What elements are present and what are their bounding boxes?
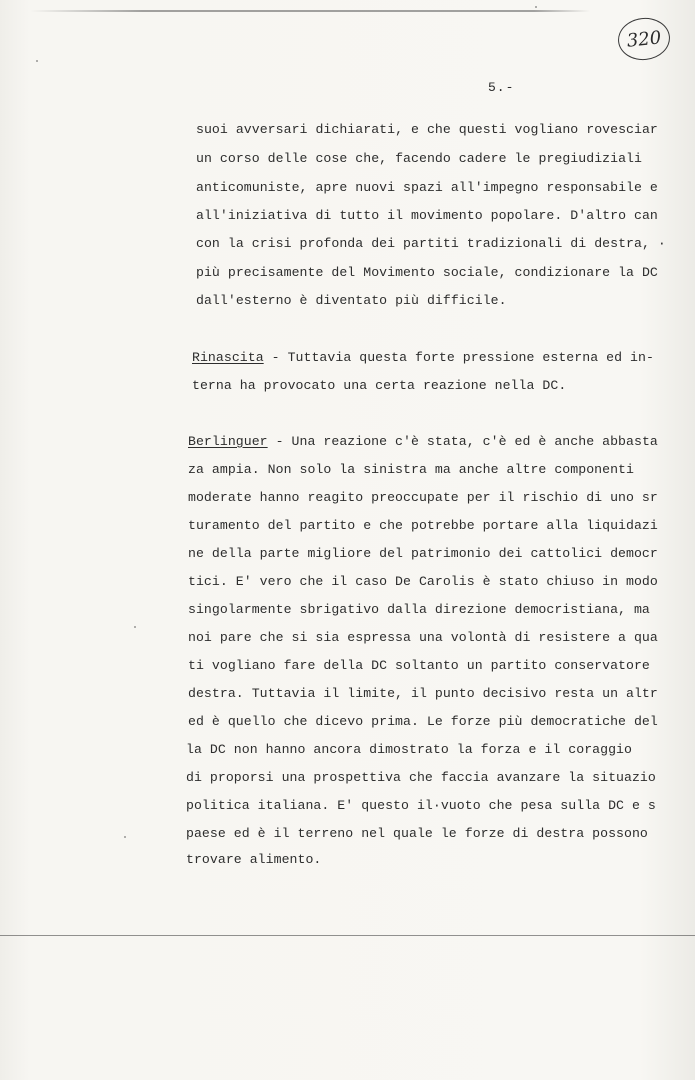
text-line: terna ha provocato una certa reazione nella DC.: [192, 378, 567, 393]
text-line: [192, 350, 654, 365]
text-line: ed è quello che dicevo prima. Le forze più democratiche del: [188, 714, 658, 729]
text-line: di proporsi una prospettiva che faccia avanzare la situazio: [186, 770, 656, 785]
text-line: turamento del partito e che potrebbe portare alla liquidazi: [188, 518, 658, 533]
top-edge-rule: [30, 10, 590, 12]
text-line: politica italiana. E' questo il·vuoto che pesa sulla DC e s: [186, 798, 656, 813]
text-line: ti vogliano fare della DC soltanto un partito conservatore: [188, 658, 650, 673]
text-line: destra. Tuttavia il limite, il punto decisivo resta un altr: [188, 686, 658, 701]
page-number: 5.-: [488, 80, 515, 95]
text-line: un corso delle cose che, facendo cadere le pregiudiziali: [196, 151, 642, 166]
text-line: la DC non hanno ancora dimostrato la forza e il coraggio: [186, 742, 632, 757]
text-line: noi pare che si sia espressa una volontà di resistere a qua: [188, 630, 658, 645]
stamp-number: 320: [625, 26, 663, 52]
paper-speck: [36, 60, 38, 62]
text-line: all'iniziativa di tutto il movimento popolare. D'altro can: [196, 208, 658, 223]
paper-speck: [134, 626, 136, 628]
text-line: tici. E' vero che il caso De Carolis è stato chiuso in modo: [188, 574, 658, 589]
speaker-rinascita: Rinascita: [192, 350, 264, 365]
bottom-page-edge: [0, 935, 695, 936]
text-line: paese ed è il terreno nel quale le forze di destra possono: [186, 826, 648, 841]
paper-speck: [124, 836, 126, 838]
text-line: suoi avversari dichiarati, e che questi vogliano rovesciar: [196, 122, 658, 137]
text-line: con la crisi profonda dei partiti tradizionali di destra, ·: [196, 236, 666, 251]
archive-stamp: [616, 15, 672, 62]
speaker-berlinguer: Berlinguer: [188, 434, 268, 449]
text-line: più precisamente del Movimento sociale, condizionare la DC: [196, 265, 658, 280]
text-line: anticomuniste, apre nuovi spazi all'impegno responsabile e: [196, 180, 658, 195]
text-line: za ampia. Non solo la sinistra ma anche altre componenti: [188, 462, 634, 477]
text-line: trovare alimento.: [186, 852, 322, 867]
question-start: - Tuttavia questa forte pressione esterna ed in-: [263, 350, 654, 365]
text-line: singolarmente sbrigativo dalla direzione democristiana, ma: [188, 602, 650, 617]
text-line: dall'esterno è diventato più difficile.: [196, 293, 507, 308]
text-line: [188, 434, 658, 449]
answer-start: - Una reazione c'è stata, c'è ed è anche abbasta: [267, 434, 658, 449]
text-line: ne della parte migliore del patrimonio dei cattolici democr: [188, 546, 658, 561]
paper-speck: [535, 6, 537, 8]
text-line: moderate hanno reagito preoccupate per il rischio di uno sr: [188, 490, 658, 505]
